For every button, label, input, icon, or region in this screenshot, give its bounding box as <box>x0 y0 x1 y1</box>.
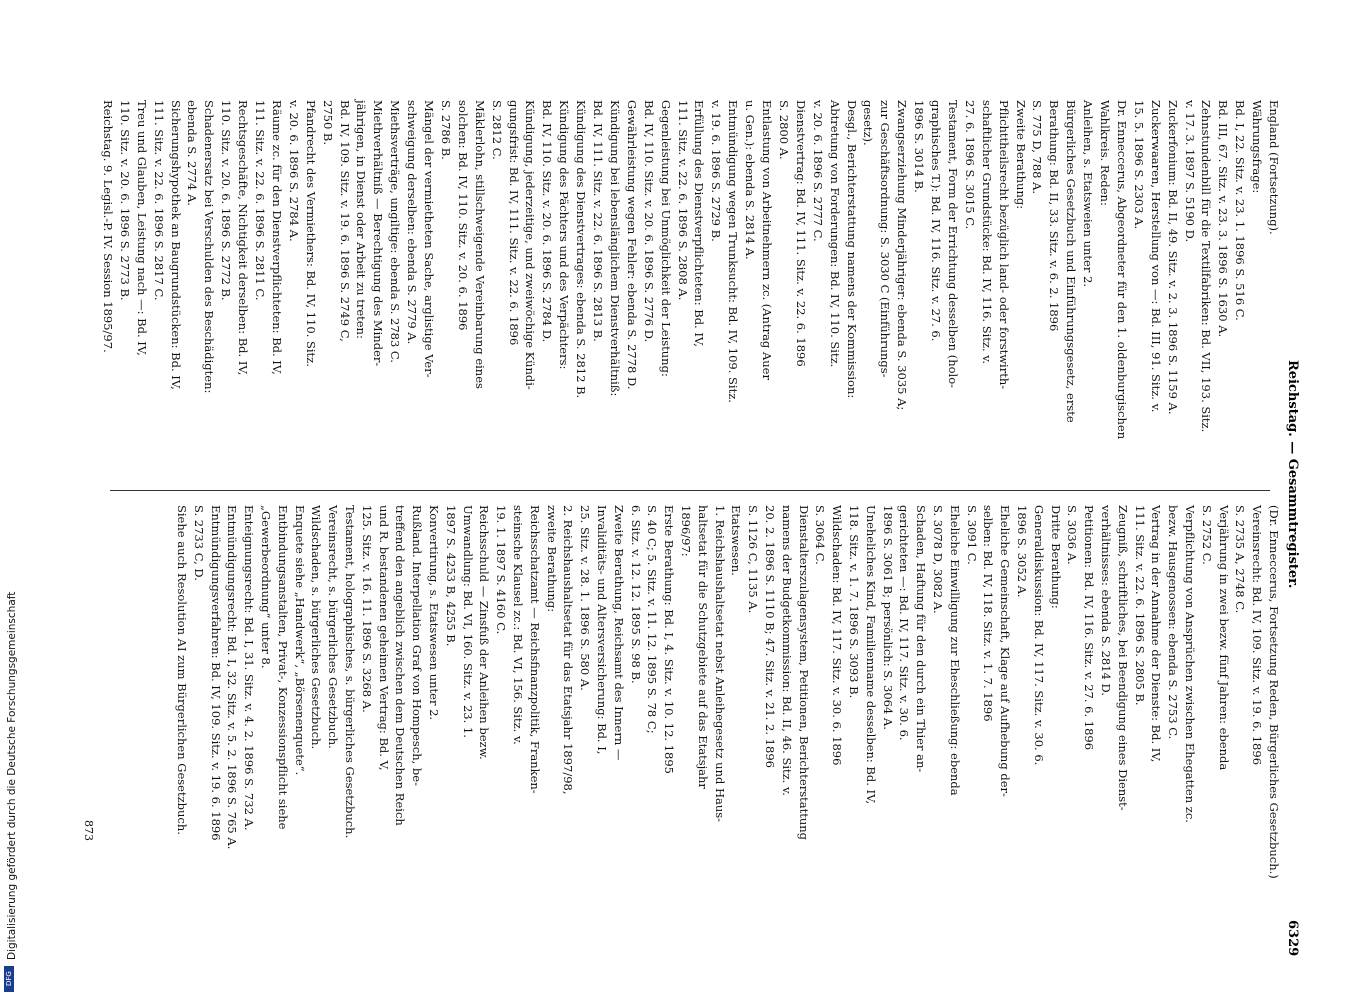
right-column-line: Eheliche Einwilligung zur Eheschließung: ebenda <box>947 505 962 796</box>
right-column-line: 1896/97: <box>679 505 693 557</box>
left-column-line: 111. Sitz. v. 22. 6. 1896 S. 2811 C. <box>253 100 267 301</box>
right-column-line: gerichteten —: Bd. IV, 117. Sitz. v. 30. 6. <box>897 505 912 741</box>
left-column-line: Abtretung von Forderungen: Bd. IV, 110. Sitz. <box>827 100 842 368</box>
left-column-line: S. 2786 B. <box>438 100 453 160</box>
right-column-line: S. 3064 C. <box>813 505 828 565</box>
right-column-line: 1896 S. 3052 A. <box>1015 505 1029 598</box>
right-column-line: Entbindungsanstalten, Privat-, Konzessionspflicht siehe <box>275 505 290 830</box>
right-column-line: Wildschaden, s. bürgerliches Gesetzbuch. <box>309 505 324 750</box>
right-column-line: zweite Berathung: <box>544 505 559 613</box>
right-column-line: Schaden, Haftung für den durch ein Thier an- <box>914 505 929 773</box>
right-column-line: S. 3078 D, 3082 A. <box>931 505 945 614</box>
right-column-line: S. 2733 C, D. <box>191 505 206 581</box>
right-column-line: 20. 2. 1896 S. 1110 B; 47. Sitz. v. 21. 2. 1896 <box>763 505 777 768</box>
right-column-line: Siehe auch Resolution AI zum Bürgerlichen Gesetzbuch. <box>175 505 189 835</box>
left-column-line: Sicherungshypothek an Baugrundstücken: Bd. IV, <box>168 100 183 390</box>
right-column-line: selben: Bd. IV, 118. Sitz. v. 1. 7. 1896 <box>981 505 996 722</box>
right-column-line: S. 1126 C, 1135 A. <box>746 505 761 614</box>
right-column-line: haltsetat für die Schutzgebiete auf das Etatsjahr <box>695 505 710 789</box>
right-column-line: Dritte Berathung: <box>1048 505 1063 609</box>
right-column-line: Zeugniß, schriftliches, bei Beendigung eines Dienst- <box>1115 505 1130 811</box>
left-column-line: Zuckerwaaren, Herstellung von —: Bd. III, 91. Sitz. v. <box>1148 100 1163 413</box>
right-column-line: (Dr. Enneccerus, Fortsetzung Reden, Bürgerliches Gesetzbuch.) <box>1267 505 1281 879</box>
left-column-line: 111. Sitz. v. 22. 6. 1896 S. 2808 A. <box>675 100 690 301</box>
right-column-line: Enteignungsrecht: Bd. I, 31. Sitz. v. 4. 2. 1896 S. 732 A. <box>242 505 257 831</box>
left-column-line: Kündigung bei lebenslänglichem Dienstverhältniß: <box>607 100 622 397</box>
running-header: Reichstag. — Gesammtregister. <box>1285 360 1300 589</box>
right-column-line: 1897 S. 4253 B, 4255 B. <box>443 505 458 647</box>
right-column-line: Vereinsrecht: Bd. IV, 109. Sitz. v. 19. 6. 1896 <box>1250 505 1265 766</box>
left-column-line: Dr. Enneccerus, Abgeordneter für den 1. oldenburgischen <box>1114 100 1129 440</box>
left-column-line: 15. 5. 1896 S. 2303 A. <box>1131 100 1146 230</box>
left-column-line: 110. Sitz. v. 20. 6. 1896 S. 2772 B. <box>219 100 234 301</box>
left-column-line: Miethsverträge, ungiltige: ebenda S. 2783 C. <box>388 100 403 363</box>
right-column-line: bezw. Hausgenossen: ebenda S. 2753 C. <box>1166 505 1181 740</box>
right-column-line: steinsche Klausel zc.: Bd. VI, 156. Sitz. v. <box>511 505 525 745</box>
left-column-line: gungsfrist: Bd. IV, 111. Sitz. v. 22. 6. 1896 <box>506 100 521 346</box>
left-column-line: Zuckerfonium: Bd. II, 49. Sitz. v. 2. 3. 1896 S. 1159 A. <box>1165 100 1180 415</box>
right-column-line: S. 2735 A, 2748 C. <box>1233 505 1248 614</box>
right-column-line: verhältnisses: ebenda S. 2814 D. <box>1099 505 1113 696</box>
left-column-line: v. 20. 6. 1896 S. 2777 C. <box>810 100 825 242</box>
left-column-line: S. 2800 A. <box>776 100 791 160</box>
left-column-line: S. 2812 C. <box>489 100 504 160</box>
left-column-line: Testament, Form der Errichtung desselben (holo- <box>945 100 960 389</box>
right-column-line: Etatswesen. <box>729 505 744 576</box>
left-column-line: Währungsfrage: <box>1250 100 1265 194</box>
right-column-line: „Gewerbeordnung“ unter 8. <box>259 505 273 669</box>
left-column-line: Kündigung des Pächters und des Verpächters: <box>557 100 572 370</box>
left-column-line: Berathung: Bd. II, 33. Sitz. v. 6. 2. 1896 <box>1047 100 1062 332</box>
right-column-line: 1896 S. 3061 B; persönlich: S. 3064 A. <box>880 505 895 730</box>
left-column-line: Miethverhältniß — Berechtigung des Minder- <box>371 100 386 367</box>
right-column-line: Entmündigungsrecht: Bd. I, 32. Sitz. v. 5. 2. 1896 S. 765 A. <box>225 505 240 850</box>
left-column-line: Entmündigung wegen Trunksucht: Bd. IV, 109. Sitz. <box>726 100 741 403</box>
left-column-line: Reichstag. 9. Legisl.-P. IV. Session 1895/97. <box>100 100 115 353</box>
left-column-line: Zehnstundenbill für die Textilfabriken: Bd. VII, 193. Sitz. <box>1199 100 1214 433</box>
right-column-line: Verpflichtung von Ansprüchen zwischen Ehegatten zc. <box>1183 505 1197 823</box>
left-column-line: Zwangserziehung Minderjähriger: ebenda S. 3035 A; <box>895 100 910 411</box>
left-column-line: Bd. IV, 110. Sitz. v. 20. 6. 1896 S. 2776 D. <box>641 100 656 343</box>
left-column-line: Dienstvertrag: Bd. IV, 111. Sitz. v. 22. 6. 1896 <box>793 100 808 367</box>
right-column-line: 1. Reichshaushaltsetat nebst Anleihegesetz und Haus- <box>712 505 727 823</box>
left-column-line: v. 20. 6. 1896 S. 2784 A. <box>286 100 301 242</box>
left-column-line: gesetz). <box>861 100 876 146</box>
right-column-line: Umwandlung: Bd. VI, 160. Sitz. v. 23. 1. <box>460 505 475 738</box>
right-column-line: Uneheliches Kind, Familienname desselben: Bd. IV, <box>863 505 878 805</box>
left-column-line: zur Geschäftsordnung: S. 3030 C (Einführungs- <box>878 100 893 378</box>
left-column-line: Bürgerliches Gesetzbuch und Einführungsgesetz, erste <box>1064 100 1079 423</box>
right-column-line: 111. Sitz. v. 22. 6. 1896 S. 2805 B. <box>1132 505 1147 706</box>
left-column-line: Treu und Glauben, Leistung nach —: Bd. IV, <box>134 100 149 356</box>
right-column-line: Enquete siehe „Handwerk“, „Börsenenquete“. <box>292 505 307 776</box>
right-column-line: Vereinsrecht, s. bürgerliches Gesetzbuch. <box>326 505 341 749</box>
right-column-line: Verjährung in zwei bezw. fünf Jahren: ebenda <box>1216 505 1231 771</box>
right-column-line: Rußland. Interpellation Graf von Hompesch, be- <box>410 505 425 786</box>
dfg-logo: DFG <box>4 966 14 992</box>
left-column-line: v. 17. 3. 1897 S. 5190 D. <box>1182 100 1197 243</box>
left-column-line: Mängel der vermietheten Sache, arglistige Ver- <box>422 100 436 378</box>
left-column-line: ebenda S. 2774 A. <box>185 100 200 206</box>
left-column-line: 110. Sitz. v. 20. 6. 1896 S. 2773 B. <box>117 100 132 301</box>
right-column-line: S. 40 C; 5. Sitz. v. 11. 12. 1895 S. 78 C; <box>645 505 660 734</box>
right-column-line: 6. Sitz. v. 12. 12. 1895 S. 98 B. <box>628 505 643 684</box>
left-column-line: Zweite Berathung: <box>1013 100 1028 210</box>
right-column-line: Reichsschuld — Zinsfuß der Anleihen bezw. <box>477 505 492 760</box>
left-column-line: v. 19. 6. 1896 S. 2729 B. <box>709 100 724 242</box>
left-column-line: solchen: Bd. IV, 110. Sitz. v. 20. 6. 1896 <box>455 100 470 331</box>
left-column-line: Anleihen, s. Etatsweien unter 2. <box>1081 100 1096 287</box>
right-column-line: Reichsschatzamt — Reichsfinanzpolitik, Franken- <box>527 505 542 794</box>
left-column-line: Wahlkreis. Reden: <box>1098 100 1112 206</box>
left-column-line: u. Gen.): ebenda S. 2814 A. <box>743 100 758 260</box>
left-column-line: graphisches T.): Bd. IV, 116. Sitz. v. 27. 6. <box>929 100 943 342</box>
right-column-line: S. 3091 C. <box>964 505 979 565</box>
left-column-line: schaftlicher Grundstücke: Bd. IV, 116. Sitz. v. <box>979 100 994 365</box>
right-column-line: namens der Budgetkommission: Bd. II, 46. Sitz. v. <box>779 505 794 796</box>
left-column-line: Räume zc. für den Dienstverpflichteten: Bd. IV, <box>269 100 284 375</box>
right-column-line: Generaldiskussion: Bd. IV, 117. Sitz. v. 30. 6. <box>1031 505 1046 766</box>
right-column-line: Zweite Berathung, Reichsamt des Innern — <box>611 505 626 761</box>
right-column-line: Eheliche Gemeinschaft, Klage auf Aufhebung der- <box>998 505 1013 797</box>
left-column-line: S. 775 D, 788 A. <box>1030 100 1045 195</box>
left-column-line: Entlastung von Arbeitnehmern zc. (Antrag Auer <box>760 100 774 380</box>
right-column-line: Dienstalterszulagensystem, Petitionen, Berichterstattung <box>796 505 811 840</box>
left-column-line: Desgl., Berichterstattung namens der Kommission: <box>844 100 859 399</box>
right-column-line: 125. Sitz. v. 16. 11. 1896 S. 3268 A. <box>359 505 374 713</box>
left-column-line: Gewährleistung wegen Fehler: ebenda S. 2778 D. <box>624 100 639 390</box>
left-column-line: Bd. IV, 111. Sitz. v. 22. 6. 1896 S. 2813 B. <box>591 100 605 342</box>
right-column-line: Vertrag in der Annahme der Dienste: Bd. IV, <box>1149 505 1164 763</box>
left-column-line: Bd. IV, 110. Sitz. v. 20. 6. 1896 S. 2784 D. <box>540 100 555 343</box>
left-column-line: Pfandrecht des Vermiethers: Bd. IV, 110. Sitz. <box>303 100 318 367</box>
right-column-line: S. 3036 A. <box>1065 505 1080 565</box>
digitization-note: Digitalisierung gefördert durch die Deutsche Forschungsgemeinschaft <box>6 591 18 960</box>
left-column-line: Bd. IV, 109. Sitz. v. 19. 6. 1896 S. 2749 C, <box>337 100 352 342</box>
left-column-line: Kündigung des Dienstvertrages: ebenda S. 2812 B. <box>574 100 589 399</box>
left-column-line: schweigung derselben: ebenda S. 2779 A. <box>405 100 420 345</box>
left-column-line: Gegenleistung bei Unmöglichkeit der Leistung: <box>658 100 673 377</box>
right-column-line: S. 2752 C. <box>1199 505 1214 565</box>
left-column-line: Schadenersatz bei Verschulden des Beschädigten: <box>202 100 217 394</box>
left-column-line: 111. Sitz. v. 22. 6. 1896 S. 2817 C. <box>151 100 166 301</box>
left-column-line: Mäklerlohn, stillschweigende Vereinbarung eines <box>472 100 487 389</box>
right-column-line: Wildschaden: Bd. IV, 117. Sitz. v. 30. 6. 1896 <box>830 505 845 766</box>
right-column-line: 2. Reichshaushaltsetat für das Etatsjahr 1897/98, <box>561 505 576 795</box>
column-divider <box>110 490 1270 491</box>
left-column-line: 1896 S. 3014 B. <box>912 100 927 193</box>
right-column-line: treffend den angeblich zwischen dem Deutschen Reich <box>393 505 408 826</box>
left-column-line: 27. 6. 1896 S. 3015 C. <box>962 100 977 230</box>
right-column-line: Konvertirung, s. Etatswesen unter 2. <box>427 505 441 721</box>
left-column-line: Pflichttheilsrecht bezüglich land- oder forstwirth- <box>996 100 1011 390</box>
left-column-line: Bd. III, 67. Sitz. v. 23. 3. 1896 S. 1630 A. <box>1216 100 1231 338</box>
left-column-line: Bd. I, 22. Sitz. v. 23. 1. 1896 S. 516 C. <box>1233 100 1248 321</box>
right-column-line: Testament, holographisches, s. bürgerliches Gesetzbuch. <box>343 505 357 839</box>
page-number-top: 6329 <box>1285 920 1300 957</box>
right-column-line: Petitionen: Bd. IV, 116. Sitz. v. 27. 6. 1896 <box>1082 505 1097 751</box>
left-column-line: 2750 B. <box>320 100 335 146</box>
page-number-bottom: 873 <box>82 820 95 841</box>
right-column-line: 19. 1. 1897 S. 4160 C. <box>494 505 509 635</box>
left-column-line: Kündigung, jederzeitige, und zweiwöchige Kündi- <box>523 100 538 390</box>
left-column-line: Rechtsgeschäfte, Nichtigkeit derselben: Bd. IV, <box>236 100 251 376</box>
right-column-line: 118. Sitz. v. 1. 7. 1896 S. 3093 B. <box>847 505 861 699</box>
right-column-line: Invaliditäts- und Altersversicherung: Bd. I, <box>595 505 609 755</box>
right-column-line: 25. Sitz. v. 28. 1. 1896 S. 580 A. <box>578 505 593 691</box>
right-column-line: Erste Berathung: Bd. I, 4. Sitz. v. 10. 12. 1895 <box>662 505 677 774</box>
left-column-line: Erfüllung des Dienstverpflichteten: Bd. IV, <box>692 100 707 347</box>
right-column-line: und R. bestandenen geheimen Vertrag: Bd. V, <box>376 505 391 771</box>
right-column-line: Entmündigungsverfahren: Bd. IV, 109. Sitz. v. 19. 6. 1896 <box>208 505 223 841</box>
left-column-line: jährigen, in Dienst oder Arbeit zu treten: <box>354 100 369 339</box>
left-column-line: England (Fortsetzung). <box>1267 100 1281 235</box>
